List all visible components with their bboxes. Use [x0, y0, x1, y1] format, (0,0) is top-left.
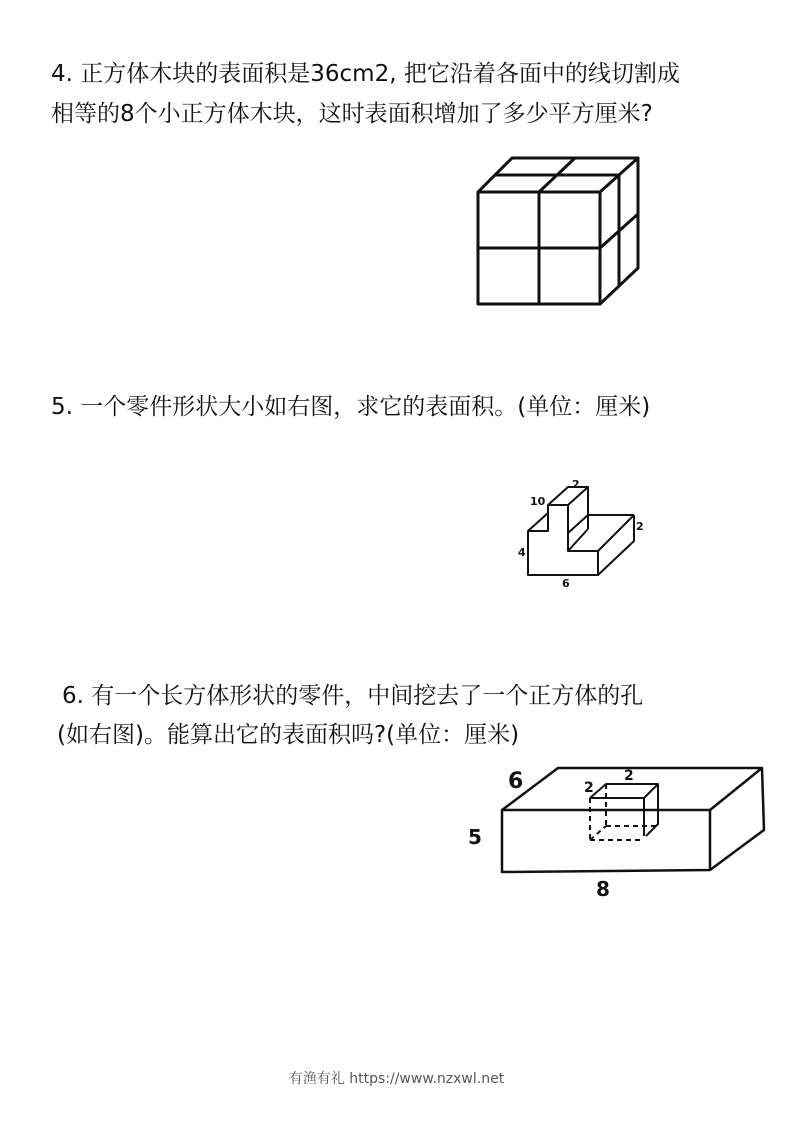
page-footer: 有渔有礼 https://www.nzxwl.net [288, 1071, 505, 1087]
label-slant-10: 10 [530, 495, 546, 508]
label-left-4: 4 [518, 546, 526, 559]
label-right-2: 2 [636, 520, 644, 533]
question-4-line-2: 相等的8个小正方体木块，这时表面积增加了多少平方厘米? [51, 101, 653, 127]
question-5-step-figure [510, 475, 660, 595]
label-hole-left-2: 2 [584, 780, 594, 796]
label-height-5: 5 [468, 825, 482, 849]
label-hole-top-2: 2 [624, 768, 634, 784]
label-length-8: 8 [596, 877, 610, 901]
label-depth-6: 6 [508, 769, 524, 794]
question-6-block-figure [460, 760, 780, 910]
label-top-2: 2 [572, 478, 580, 491]
question-6-line-1: 6. 有一个长方体形状的零件，中间挖去了一个正方体的孔 [62, 683, 644, 709]
question-4-line-1: 4. 正方体木块的表面积是36cm2, 把它沿着各面中的线切割成 [51, 61, 680, 87]
label-bottom-6: 6 [562, 577, 570, 590]
question-5-line-1: 5. 一个零件形状大小如右图，求它的表面积。(单位：厘米) [51, 394, 651, 420]
question-4-cube-figure [470, 150, 650, 310]
question-6-line-2: (如右图)。能算出它的表面积吗?(单位：厘米) [57, 722, 520, 748]
